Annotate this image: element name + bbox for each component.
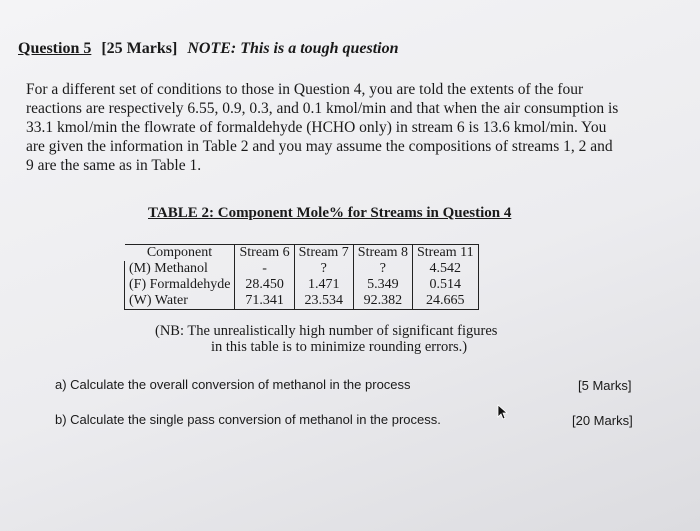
cell-component: (W) Water — [125, 293, 235, 310]
footnote-line: (NB: The unrealistically high number of significant figures — [155, 323, 498, 339]
question-header — [18, 40, 398, 58]
cell-value: 5.349 — [353, 277, 412, 293]
col-header-stream-8: Stream 8 — [353, 245, 412, 262]
cell-component: (F) Formaldehyde — [125, 277, 235, 293]
sub-question-a-marks: [5 Marks] — [578, 378, 632, 393]
footnote-line: in this table is to minimize rounding errors.) — [211, 339, 468, 355]
col-header-stream-7: Stream 7 — [294, 245, 353, 262]
table-title: TABLE 2: Component Mole% for Streams in Question 4 — [148, 205, 512, 221]
cell-value: 1.471 — [294, 277, 353, 293]
question-note: NOTE: This is a tough question — [187, 40, 399, 57]
cell-value: ? — [294, 261, 353, 277]
cell-component: (M) Methanol — [125, 261, 235, 277]
pointer-arrow-icon — [496, 404, 510, 420]
cell-value: 24.665 — [412, 293, 478, 310]
table-footnote — [155, 323, 497, 355]
table-row — [125, 277, 479, 293]
composition-table — [124, 244, 479, 310]
sub-question-b: b) Calculate the single pass conversion of methanol in the process. — [55, 412, 441, 427]
cell-value: 71.341 — [235, 293, 294, 310]
cell-value: 28.450 — [235, 277, 294, 293]
table-header-row — [125, 245, 479, 262]
table-row — [125, 261, 479, 277]
col-header-stream-6: Stream 6 — [235, 245, 294, 262]
cell-value: 23.534 — [294, 293, 353, 310]
table-row — [125, 293, 479, 310]
problem-line: For a different set of conditions to those in Question 4, you are told the extents of the four — [26, 81, 584, 98]
cell-value: 92.382 — [353, 293, 412, 310]
question-number: Question 5 — [18, 40, 92, 57]
col-header-stream-11: Stream 11 — [412, 245, 478, 262]
cell-value: 0.514 — [412, 277, 478, 293]
problem-line: are given the information in Table 2 and you may assume the compositions of streams 1, 2 and — [26, 138, 613, 155]
problem-statement — [26, 80, 686, 175]
sub-question-b-marks: [20 Marks] — [572, 413, 633, 428]
sub-question-a: a) Calculate the overall conversion of methanol in the process — [55, 377, 411, 392]
problem-line: 9 are the same as in Table 1. — [26, 157, 202, 174]
problem-line: reactions are respectively 6.55, 0.9, 0.3, and 0.1 kmol/min and that when the air consumption is — [26, 100, 619, 117]
cell-value: - — [235, 261, 294, 277]
question-marks: [25 Marks] — [101, 40, 178, 57]
cell-value: ? — [353, 261, 412, 277]
cell-value: 4.542 — [412, 261, 478, 277]
problem-line: 33.1 kmol/min the flowrate of formaldehyde (HCHO only) in stream 6 is 13.6 kmol/min. You — [26, 119, 607, 136]
col-header-component: Component — [125, 245, 235, 262]
